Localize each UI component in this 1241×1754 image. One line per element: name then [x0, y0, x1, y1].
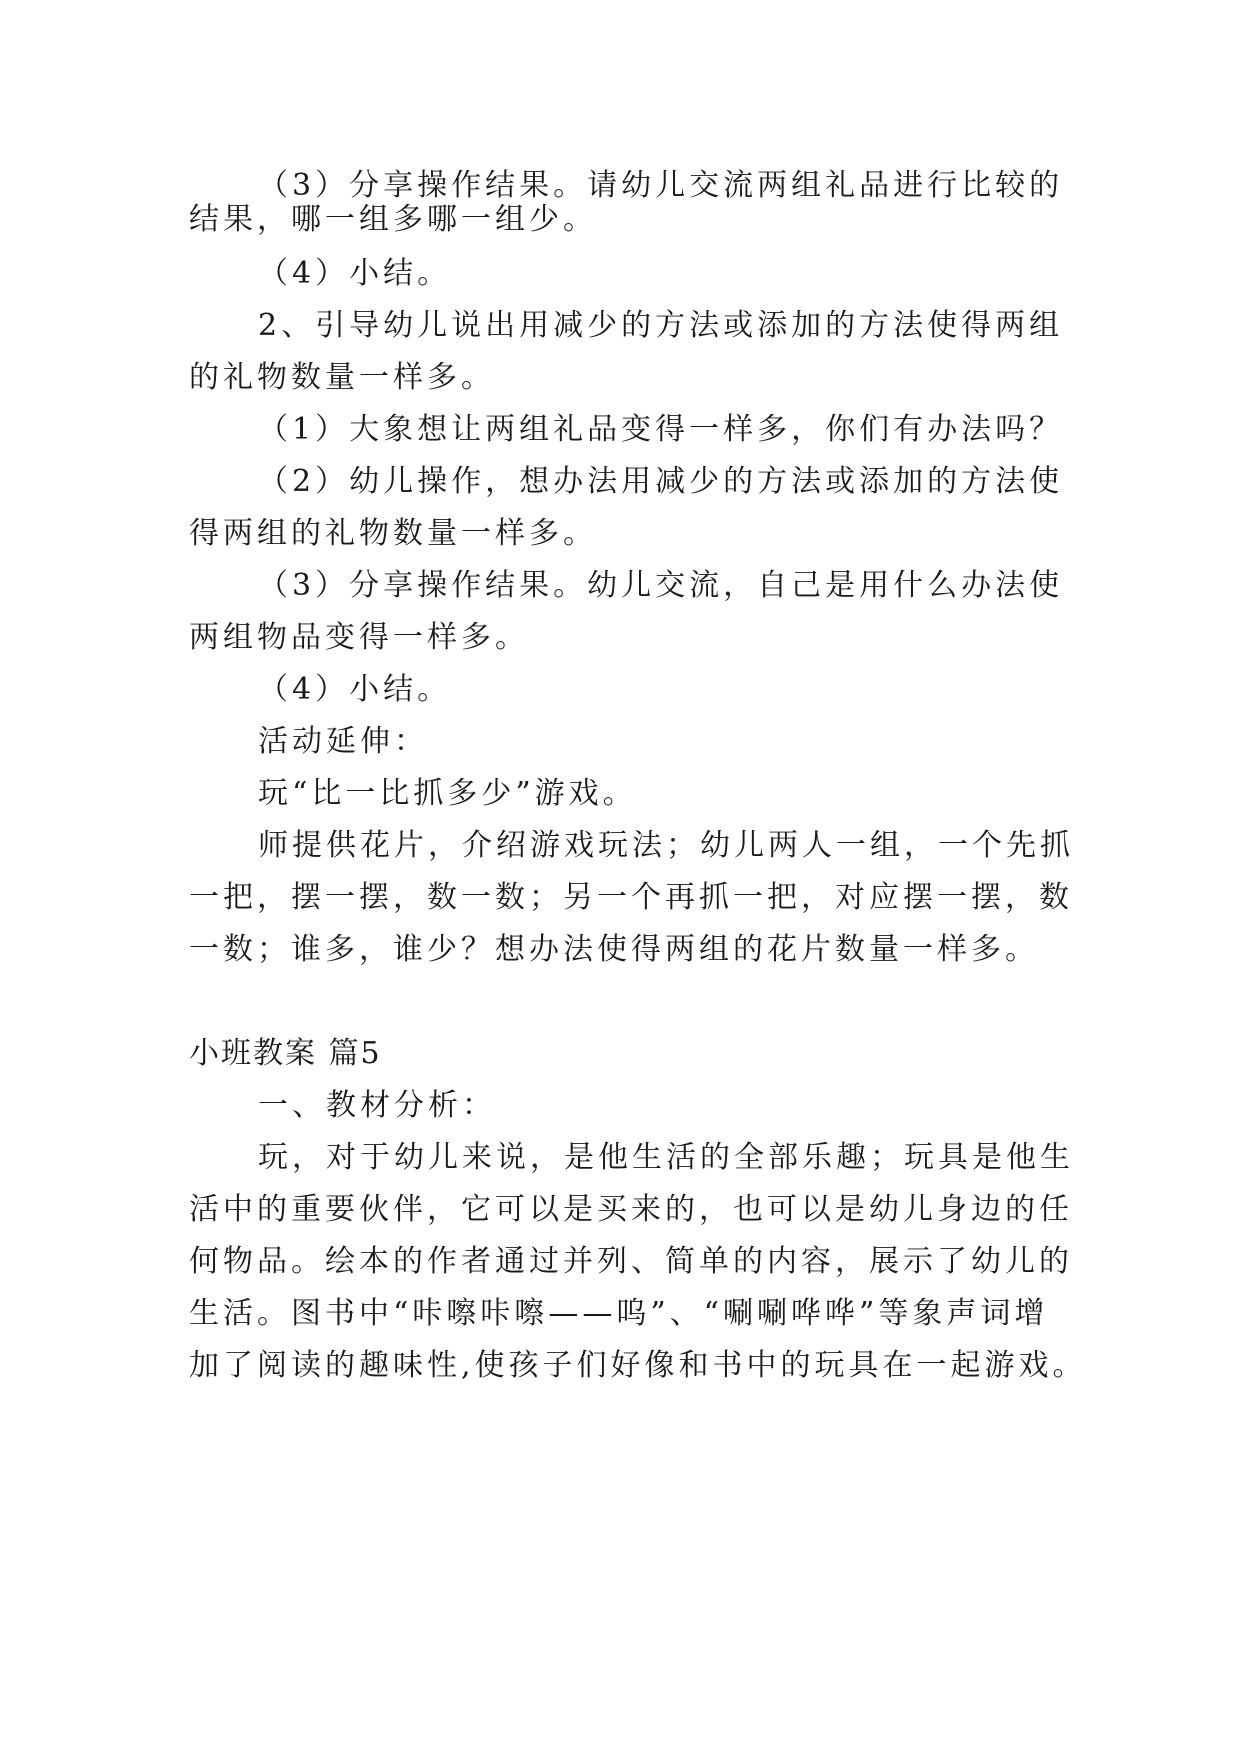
paragraph-line: 活动延伸： [258, 724, 428, 759]
paragraph-line: （4）小结。 [258, 672, 452, 707]
paragraph-line: 2、引导幼儿说出用减少的方法或添加的方法使得两组 [258, 308, 1064, 343]
paragraph-line: 活中的重要伙伴，它可以是买来的，也可以是幼儿身边的任 [189, 1192, 1073, 1227]
subsection-heading: 一、教材分析： [258, 1088, 496, 1123]
paragraph-line: （3）分享操作结果。幼儿交流，自己是用什么办法使 [258, 568, 1064, 603]
section-heading: 小班教案 篇5 [189, 1036, 382, 1071]
paragraph-line: 得两组的礼物数量一样多。 [189, 516, 597, 551]
paragraph-line: 的礼物数量一样多。 [189, 360, 495, 395]
paragraph-line: （2）幼儿操作，想办法用减少的方法或添加的方法使 [258, 464, 1064, 499]
paragraph-line: 加了阅读的趣味性,使孩子们好像和书中的玩具在一起游戏。 [189, 1348, 1087, 1383]
paragraph-line: 两组物品变得一样多。 [189, 620, 529, 655]
paragraph-line: （1）大象想让两组礼品变得一样多，你们有办法吗？ [258, 412, 1064, 447]
paragraph-line: 生活。图书中“咔嚓咔嚓——呜”、“唰唰哗哗”等象声词增 [189, 1296, 1049, 1331]
paragraph-line: 玩，对于幼儿来说，是他生活的全部乐趣；玩具是他生 [258, 1140, 1074, 1175]
paragraph-line: 玩“比一比抓多少”游戏。 [258, 776, 637, 811]
paragraph-line: 一数；谁多，谁少？想办法使得两组的花片数量一样多。 [189, 932, 1039, 967]
paragraph-line: 结果，哪一组多哪一组少。 [189, 202, 597, 237]
paragraph-line: 师提供花片，介绍游戏玩法；幼儿两人一组，一个先抓 [258, 828, 1074, 863]
paragraph-line: （3）分享操作结果。请幼儿交流两组礼品进行比较的 [258, 168, 1064, 203]
paragraph-line: （4）小结。 [258, 256, 452, 291]
paragraph-line: 一把，摆一摆，数一数；另一个再抓一把，对应摆一摆，数 [189, 880, 1073, 915]
paragraph-line: 何物品。绘本的作者通过并列、简单的内容，展示了幼儿的 [189, 1244, 1073, 1279]
